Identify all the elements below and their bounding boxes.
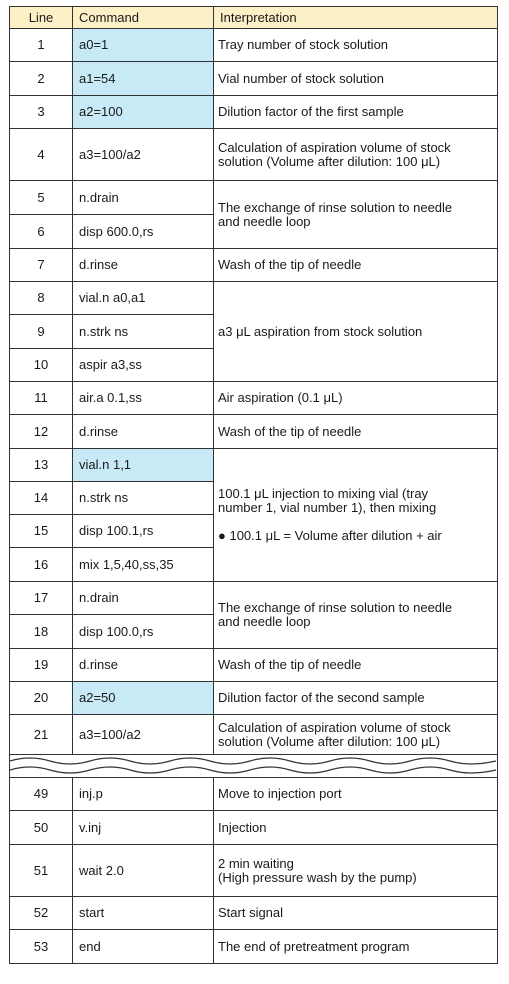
table-row [10,382,498,415]
command-cell: n.strk ns [73,315,214,349]
interpretation-text: Vial number of stock solution [218,70,384,86]
command-cell: end [73,930,214,964]
table-row [10,778,498,811]
command-cell: a3=100/a2 [73,715,214,755]
interpretation-text: Move to injection port [218,786,342,801]
interpretation-cell [214,449,498,582]
interpretation-cell [214,845,498,897]
interpretation-text: The exchange of rinse solution to needle and needle loop [218,199,453,229]
line-number: 13 [10,449,73,482]
interpretation-cell [214,811,498,845]
interpretation-cell [214,682,498,715]
interpretation-cell [214,715,498,755]
command-cell: a2=50 [73,682,214,715]
header-interpretation: Interpretation [214,7,498,29]
command-cell: vial.n a0,a1 [73,282,214,315]
command-cell: start [73,897,214,930]
interpretation-cell [214,62,498,96]
table-break [10,755,498,778]
table-row [10,96,498,129]
interpretation-text: a3 μL aspiration from stock solution [218,323,423,339]
command-cell: mix 1,5,40,ss,35 [73,548,214,582]
interpretation-text: 2 min waiting (High pressure wash by the pump) [218,855,417,885]
command-cell: d.rinse [73,649,214,682]
table-row [10,897,498,930]
command-cell: n.strk ns [73,482,214,515]
command-cell: disp 100.0,rs [73,615,214,649]
interpretation-text: Dilution factor of the first sample [218,104,404,119]
command-cell: d.rinse [73,415,214,449]
command-cell: n.drain [73,181,214,215]
command-cell: air.a 0.1,ss [73,382,214,415]
line-number: 12 [10,415,73,449]
command-cell: inj.p [73,778,214,811]
table-row [10,449,498,482]
table-row [10,129,498,181]
line-number: 17 [10,582,73,615]
interpretation-text: Tray number of stock solution [218,37,389,52]
table-row [10,415,498,449]
table-row [10,29,498,62]
table-row [10,811,498,845]
command-cell: n.drain [73,582,214,615]
table-header-row [10,7,498,29]
line-number: 52 [10,897,73,930]
line-number: 3 [10,96,73,129]
table-row [10,682,498,715]
table-row [10,649,498,682]
interpretation-text: Wash of the tip of needle [218,257,362,272]
interpretation-cell [214,778,498,811]
command-cell: wait 2.0 [73,845,214,897]
interpretation-text: 100.1 μL injection to mixing vial (tray number 1, vial number 1), then mixing [218,486,437,515]
interpretation-text: The exchange of rinse solution to needle and needle loop [218,600,453,629]
line-number: 6 [10,215,73,249]
table-row [10,582,498,615]
interpretation-cell [214,181,498,249]
table-row [10,845,498,897]
table-row [10,282,498,315]
line-number: 19 [10,649,73,682]
line-number: 2 [10,62,73,96]
line-number: 21 [10,715,73,755]
interpretation-text: Air aspiration (0.1 μL) [218,390,343,405]
interpretation-cell [214,29,498,62]
command-cell: disp 600.0,rs [73,215,214,249]
interpretation-cell [214,582,498,649]
interpretation-text: Wash of the tip of needle [218,423,362,439]
interpretation-text: Start signal [218,905,284,920]
line-number: 7 [10,249,73,282]
line-number: 8 [10,282,73,315]
interpretation-note: ● 100.1 μL = Volume after dilution + air [218,528,442,543]
interpretation-cell [214,249,498,282]
header-command: Command [73,7,214,29]
command-cell: disp 100.1,rs [73,515,214,548]
interpretation-cell [214,96,498,129]
command-cell: a3=100/a2 [73,129,214,181]
command-cell: d.rinse [73,249,214,282]
line-number: 53 [10,930,73,964]
line-number: 51 [10,845,73,897]
interpretation-cell [214,382,498,415]
line-number: 14 [10,482,73,515]
interpretation-cell [214,282,498,382]
command-cell: a2=100 [73,96,214,129]
command-cell: vial.n 1,1 [73,449,214,482]
line-number: 49 [10,778,73,811]
line-number: 20 [10,682,73,715]
interpretation-text: Dilution factor of the second sample [218,690,425,705]
interpretation-text: The end of pretreatment program [218,938,410,954]
command-cell: v.inj [73,811,214,845]
line-number: 50 [10,811,73,845]
interpretation-text: Calculation of aspiration volume of stock solution (Volume after dilution: 100 μL) [218,139,451,169]
line-number: 10 [10,349,73,382]
table-row [10,715,498,755]
line-number: 16 [10,548,73,582]
header-line: Line [10,7,73,29]
table-row [10,930,498,964]
interpretation-text: Calculation of aspiration volume of stock solution (Volume after dilution: 100 μL) [218,719,451,749]
table-row [10,181,498,215]
command-cell: a0=1 [73,29,214,62]
program-table [9,6,498,964]
line-number: 18 [10,615,73,649]
interpretation-cell [214,415,498,449]
wavy-break-icon [10,755,496,777]
line-number: 9 [10,315,73,349]
interpretation-cell [214,930,498,964]
line-number: 5 [10,181,73,215]
line-number: 1 [10,29,73,62]
interpretation-cell [214,649,498,682]
table-row [10,249,498,282]
interpretation-text: Wash of the tip of needle [218,657,362,672]
table-row [10,62,498,96]
table-break-row [10,755,498,778]
interpretation-cell [214,897,498,930]
line-number: 15 [10,515,73,548]
command-cell: aspir a3,ss [73,349,214,382]
interpretation-text: Injection [218,819,267,835]
command-cell: a1=54 [73,62,214,96]
line-number: 4 [10,129,73,181]
line-number: 11 [10,382,73,415]
interpretation-cell [214,129,498,181]
